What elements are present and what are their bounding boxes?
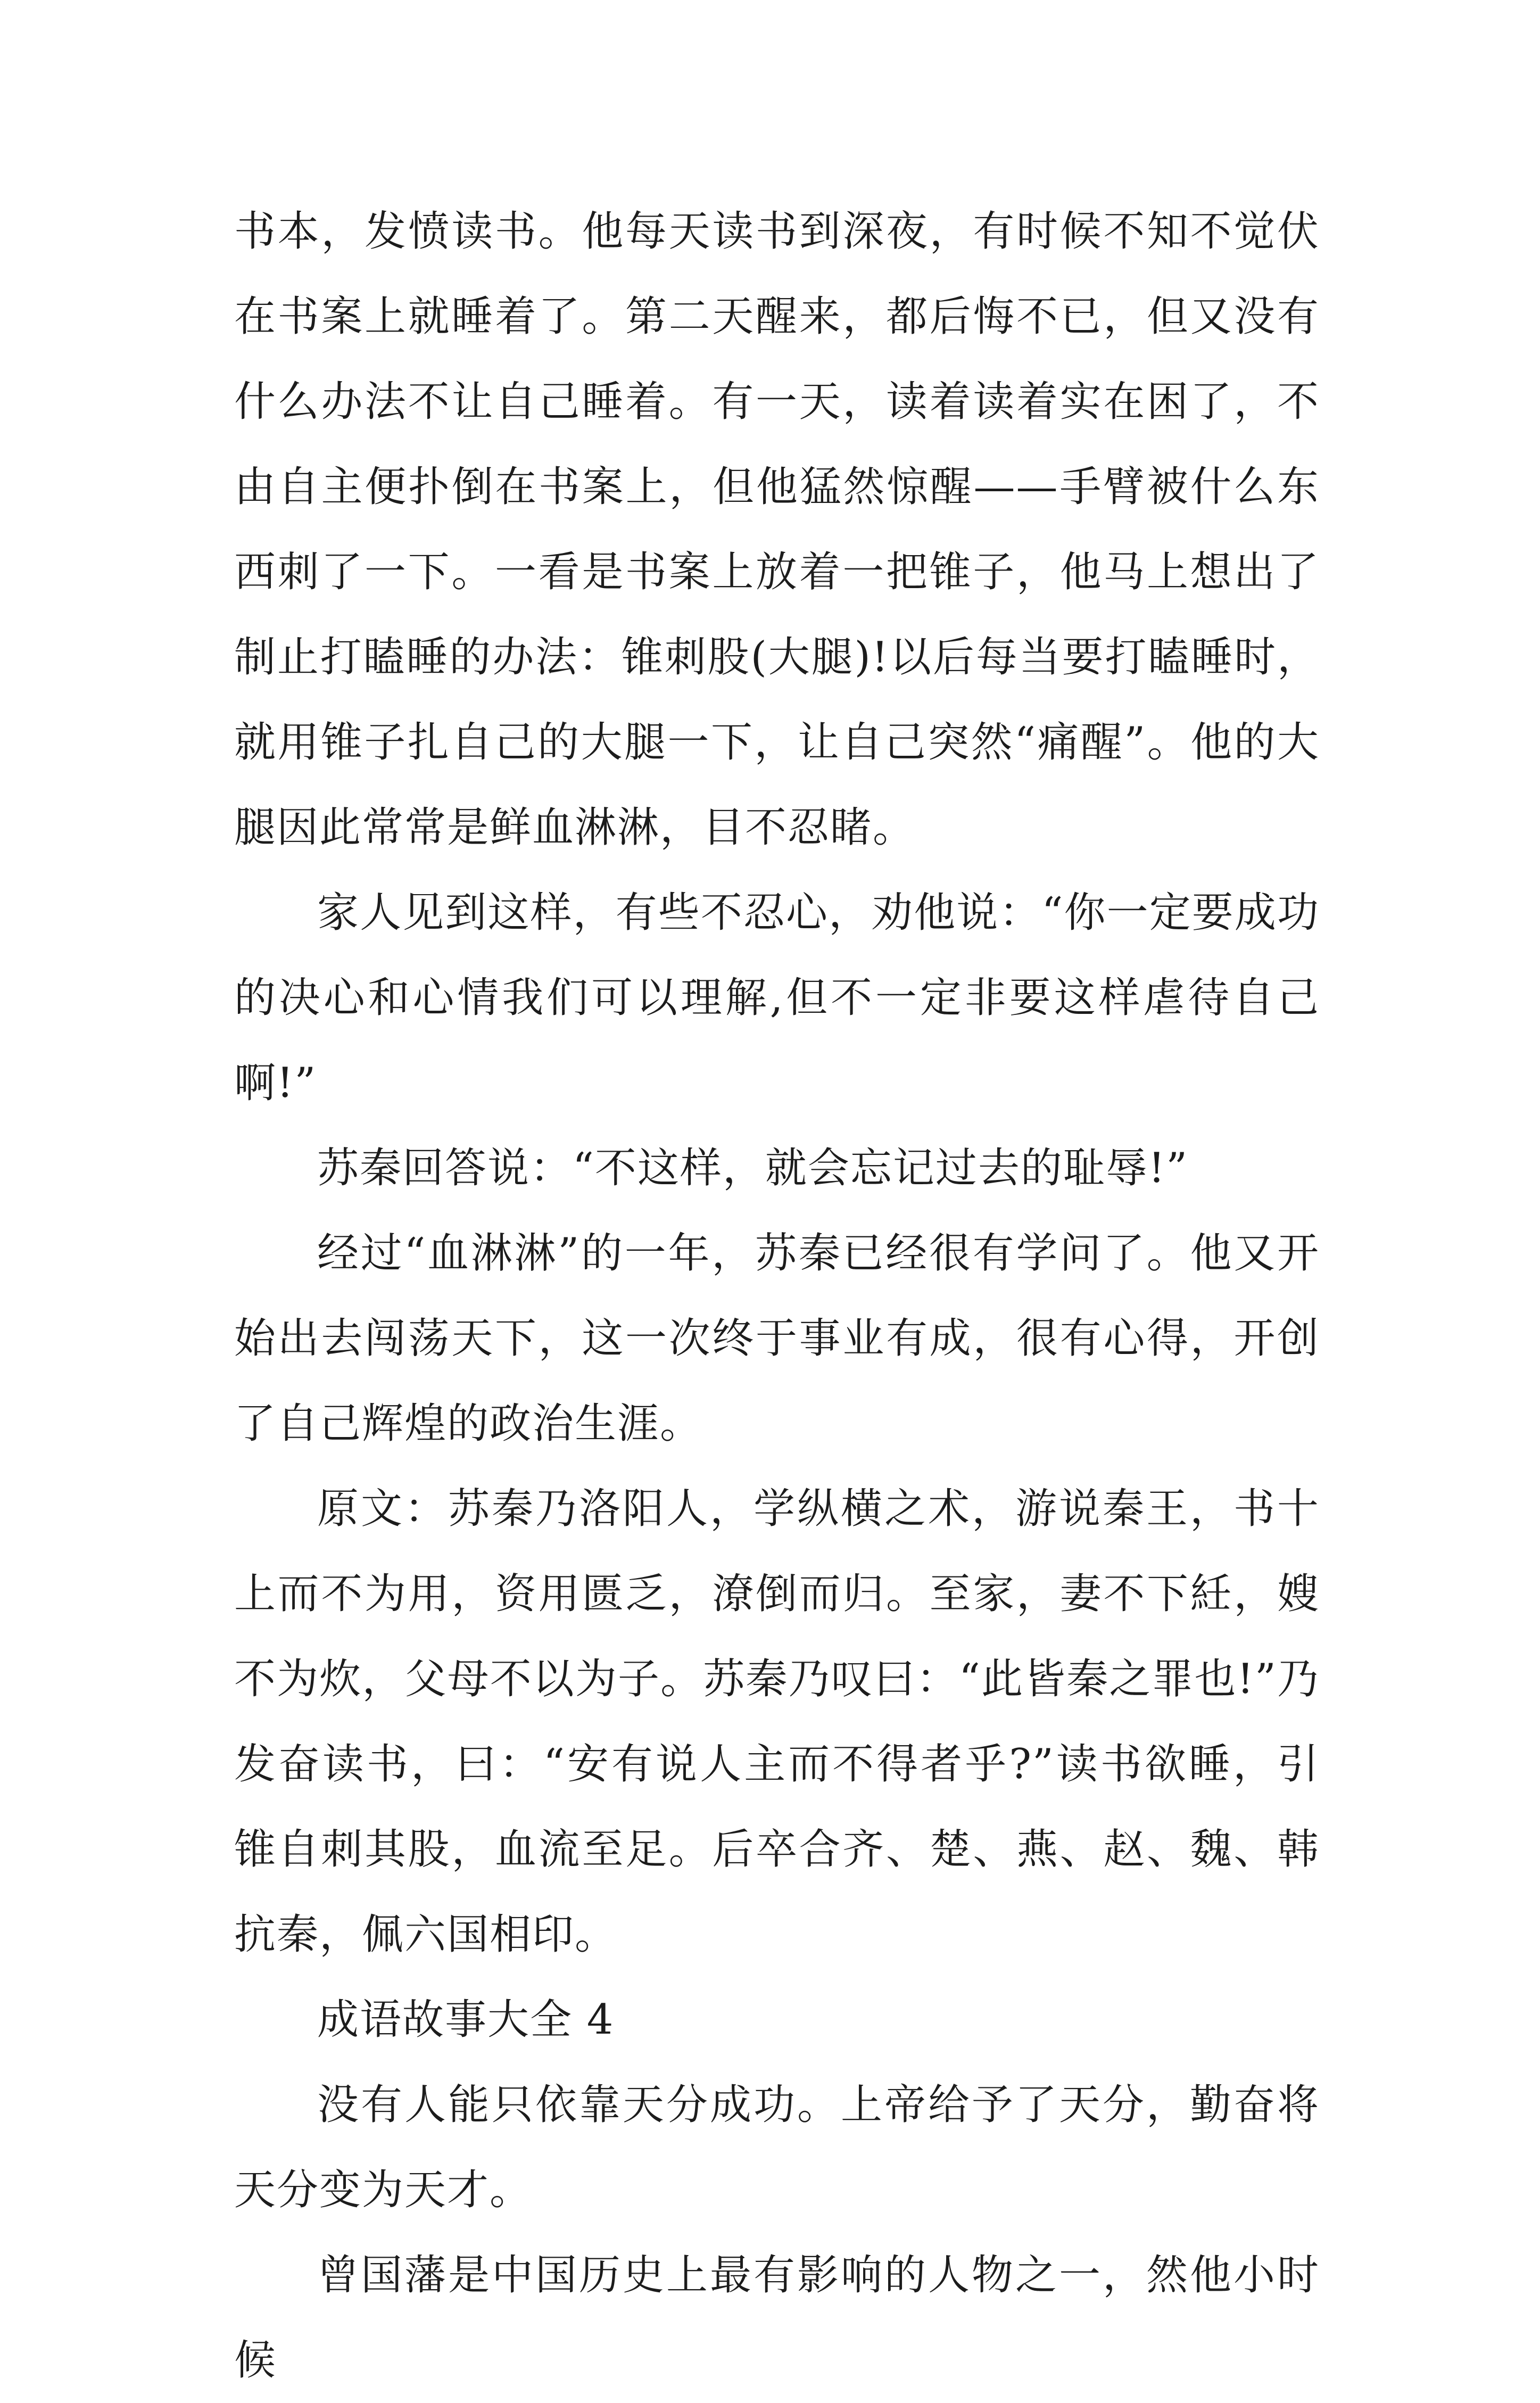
paragraph-5: 原文：苏秦乃洛阳人，学纵横之术，游说秦王，书十上而不为用，资用匮乏，潦倒而归。至家，妻不下紝，嫂不为炊，父母不以为子。苏秦乃叹曰：“此皆秦之罪也!”乃发奋读书，曰：“安有说人主而不得者乎?”读书欲睡，引锥自刺其股，血流至足。后卒合齐、楚、燕、赵、魏、韩抗秦，佩六国相印。 (234, 1485, 1320, 1959)
paragraph-1: 书本，发愤读书。他每天读书到深夜，有时候不知不觉伏在书案上就睡着了。第二天醒来，都后悔不已，但又没有什么办法不让自己睡着。有一天，读着读着实在困了，不由自主便扑倒在书案上，但他猛然惊醒——手臂被什么东西刺了一下。一看是书案上放着一把锥子，他马上想出了制止打瞌睡的办法：锥刺股(大腿)!以后每当要打瞌睡时，就用锥子扎自己的大腿一下，让自己突然“痛醒”。他的大腿因此常常是鲜血淋淋，目不忍睹。 (234, 208, 1320, 852)
paragraph-2: 家人见到这样，有些不忍心，劝他说：“你一定要成功的决心和心情我们可以理解,但不一定非要这样虐待自己啊!” (234, 889, 1320, 1107)
paragraph-3: 苏秦回答说：“不这样，就会忘记过去的耻辱!” (317, 1144, 1189, 1192)
document-body (234, 189, 1320, 2403)
paragraph-6: 没有人能只依靠天分成功。上帝给予了天分，勤奋将天分变为天才。 (234, 2081, 1320, 2214)
paragraph-4: 经过“血淋淋”的一年，苏秦已经很有学问了。他又开始出去闯荡天下，这一次终于事业有成，很有心得，开创了自己辉煌的政治生涯。 (234, 1229, 1320, 1448)
paragraph-7: 曾国藩是中国历史上最有影响的人物之一，然他小时候 (234, 2251, 1320, 2384)
section-heading: 成语故事大全 4 (317, 1996, 615, 2044)
